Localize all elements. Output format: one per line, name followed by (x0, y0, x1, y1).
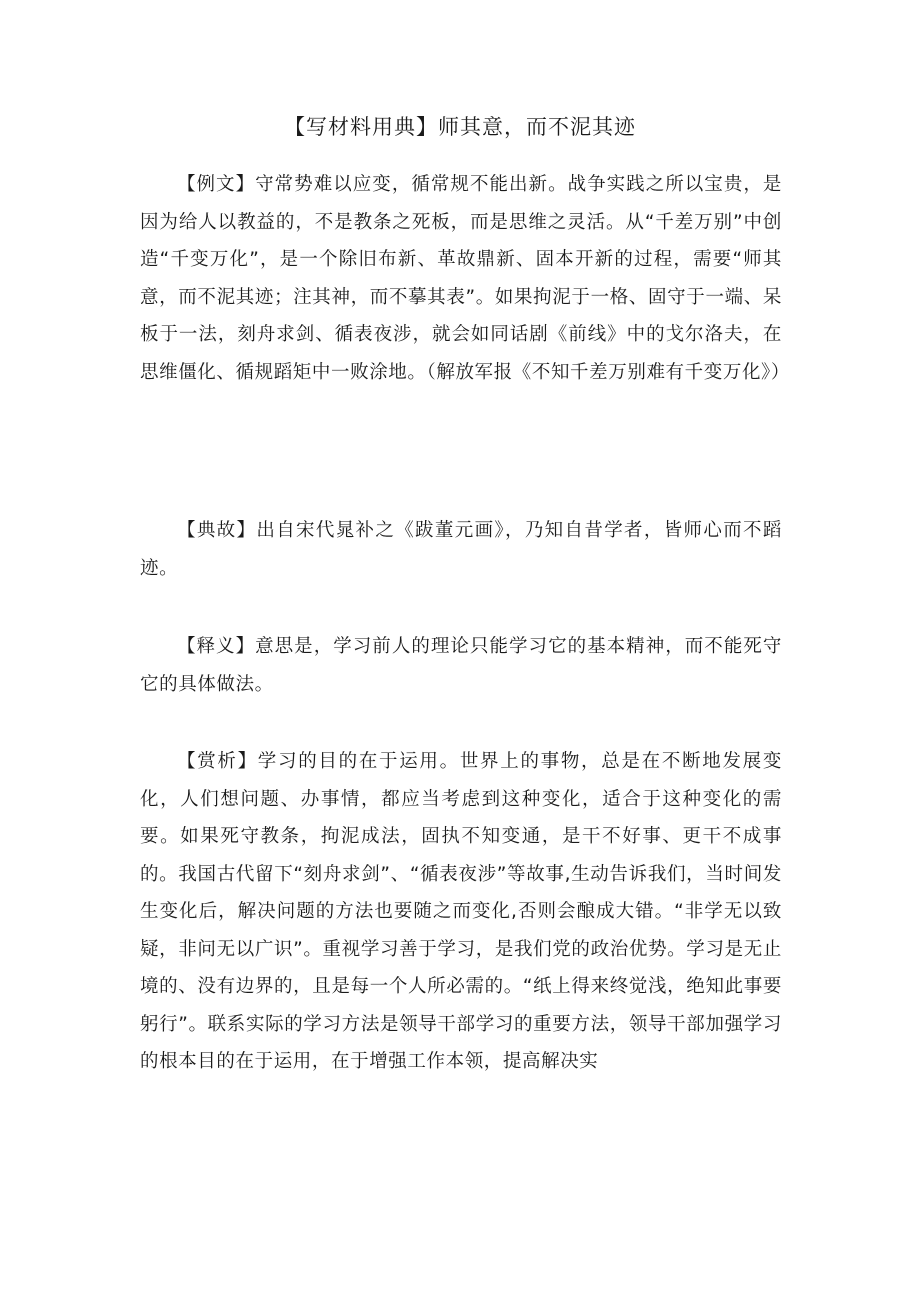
paragraph-example: 【例文】守常势难以应变，循常规不能出新。战争实践之所以宝贵，是因为给人以教益的，不是教条之死板，而是思维之灵活。从“千差万别”中创造“千变万化”，是一个除旧布新、革故鼎新、固本开新的过程，需要“师其意，而不泥其迹；注其神，而不摹其表”。如果拘泥于一格、固守于一端、呆板于一法，刻舟求剑、循表夜涉，就会如同话剧《前线》中的戈尔洛夫，在思维僵化、循规蹈矩中一败涂地。（解放军报《不知千差万别难有千变万化》） (140, 174, 791, 383)
paragraph-appreciation: 【赏析】学习的目的在于运用。世界上的事物，总是在不断地发展变化，人们想问题、办事情，都应当考虑到这种变化，适合于这种变化的需要。如果死守教条，拘泥成法，固执不知变通，是干不好事、更干不成事的。我国古代留下“刻舟求剑”、“循表夜涉”等故事,生动告诉我们，当时间发生变化后，解决问题的方法也要随之而变化,否则会酿成大错。“非学无以致疑，非问无以广识”。重视学习善于学习，是我们党的政治优势。学习是无止境的、没有边界的，且是每一个人所必需的。“纸上得来终觉浅，绝知此事要躬行”。联系实际的学习方法是领导干部学习的重要方法，领导干部加强学习的根本目的在于运用，在于增强工作本领，提高解决实 (140, 751, 782, 1072)
document-title: 【写材料用典】师其意，而不泥其迹 (284, 115, 636, 139)
paragraph-meaning: 【释义】意思是，学习前人的理论只能学习它的基本精神，而不能死守它的具体做法。 (140, 636, 782, 695)
paragraph-allusion: 【典故】出自宋代晁补之《跋董元画》，乃知自昔学者，皆师心而不蹈迹。 (140, 520, 782, 579)
